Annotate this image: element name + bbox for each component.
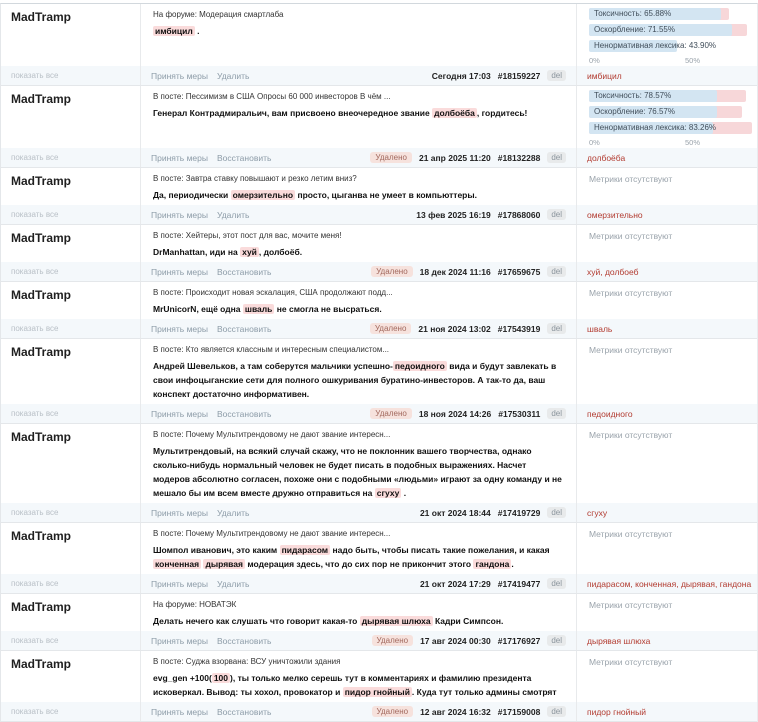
meta-group — [370, 323, 566, 334]
show-all-link[interactable]: показать все — [11, 636, 59, 646]
content-cell — [140, 282, 576, 338]
message-id: #17659675 — [497, 266, 541, 277]
content-cell — [140, 651, 576, 721]
comment-text — [141, 297, 576, 319]
user-cell — [1, 594, 140, 650]
post-context-link[interactable]: В посте: Кто является классным и интересным специалистом... — [153, 345, 390, 355]
comment-text — [141, 439, 576, 503]
table-row — [1, 424, 757, 523]
meta-group — [370, 408, 566, 419]
row-footer-strip — [141, 319, 576, 338]
metric-bar — [589, 90, 752, 102]
row-footer-strip — [141, 503, 576, 522]
take-measures-link[interactable]: Принять меры — [151, 635, 208, 646]
show-all-link[interactable]: показать все — [11, 71, 59, 80]
content-cell — [140, 339, 576, 423]
highlighted-word: дырявая — [205, 559, 243, 570]
row-footer-strip — [1, 148, 140, 167]
delete-restore-link[interactable]: Удалить — [216, 209, 250, 220]
metrics-absent-label: Метрики отсутствуют — [589, 231, 673, 242]
del-button[interactable]: del — [547, 578, 566, 589]
flagged-words: сгуху — [587, 507, 608, 518]
post-context-link[interactable]: В посте: Почему Мультитрендовому не дают звание интересн... — [153, 529, 391, 539]
username-link[interactable]: MadTramp — [11, 231, 72, 246]
row-footer-strip — [141, 574, 576, 593]
metric-label: Токсичность: 78.57% — [594, 91, 672, 100]
user-cell — [1, 168, 140, 224]
comment-fragment: . — [194, 26, 200, 36]
comment-text — [141, 354, 576, 404]
post-context-link[interactable]: В посте: Хейтеры, этот пост для вас, мочите меня! — [153, 231, 342, 241]
metrics-panel — [577, 86, 757, 148]
flagged-words: дырявая шлюха — [587, 635, 651, 646]
post-context-link[interactable]: В посте: Завтра ставку повышают и резко летим вниз? — [153, 174, 357, 183]
metrics-absent-label: Метрики отсутствуют — [589, 288, 673, 299]
metric-label: Ненормативная лексика: 83.26% — [594, 123, 716, 132]
meta-group — [432, 70, 566, 81]
delete-restore-link[interactable]: Восстановить — [216, 408, 272, 419]
row-footer-strip — [141, 205, 576, 224]
content-cell — [140, 594, 576, 650]
post-context-link[interactable]: В посте: Пессимизм в США Опросы 60 000 инвесторов В чём ... — [153, 92, 391, 101]
table-row — [1, 4, 757, 86]
flags-cell — [576, 651, 757, 721]
delete-restore-link[interactable]: Восстановить — [216, 635, 272, 646]
show-all-link[interactable]: показать все — [11, 409, 59, 419]
user-cell — [1, 86, 140, 167]
comment-fragment: , гордитесь! — [476, 108, 528, 118]
comment-text — [141, 538, 576, 574]
row-footer-strip — [577, 148, 757, 167]
content-cell — [140, 86, 576, 167]
row-footer-strip — [141, 702, 576, 721]
highlighted-word: омерзительно — [232, 190, 294, 200]
show-all-link[interactable]: показать все — [11, 153, 59, 162]
delete-restore-link[interactable]: Удалить — [216, 70, 250, 81]
take-measures-link[interactable]: Принять меры — [151, 507, 208, 518]
username-link[interactable]: MadTramp — [11, 92, 72, 106]
meta-group — [416, 209, 566, 220]
show-all-link[interactable]: показать все — [11, 579, 59, 589]
highlighted-word: шваль — [244, 304, 273, 315]
deleted-badge: Удалено — [370, 408, 412, 419]
del-button[interactable]: del — [547, 70, 566, 81]
row-footer-strip — [1, 262, 140, 281]
deleted-badge: Удалено — [370, 323, 412, 334]
flags-cell — [576, 282, 757, 338]
username-link[interactable]: MadTramp — [11, 430, 72, 445]
comment-text — [141, 19, 576, 41]
comment-fragment: evg_gen +100( — [153, 673, 212, 684]
delete-restore-link[interactable]: Удалить — [216, 578, 250, 589]
metrics-axis: 0% 50% — [589, 56, 701, 65]
post-context-link[interactable]: На форуме: Модерация смартлаба — [153, 10, 284, 19]
user-cell — [1, 282, 140, 338]
row-footer-strip — [1, 702, 140, 721]
username-link[interactable]: MadTramp — [11, 657, 72, 672]
flagged-words: хуй, долбоеб — [587, 266, 639, 277]
metric-bar — [589, 8, 752, 20]
flags-cell — [576, 168, 757, 224]
take-measures-link[interactable]: Принять меры — [151, 209, 208, 220]
table-row — [1, 168, 757, 225]
comment-fragment: . Куда тут только админы смотрят — [411, 687, 557, 698]
comment-fragment: Шомпол иванович, это каким — [153, 545, 280, 556]
message-id: #17530311 — [498, 408, 541, 419]
table-row — [1, 339, 757, 424]
flags-cell — [576, 86, 757, 167]
flagged-words: педоидного — [587, 408, 633, 419]
table-row — [1, 225, 757, 282]
del-button[interactable]: del — [547, 323, 566, 334]
user-cell — [1, 523, 140, 593]
timestamp: Сегодня 17:03 — [431, 70, 491, 81]
meta-group — [372, 706, 566, 717]
comment-fragment: Генерал Контрадмиральич, вам присвоено внеочередное звание — [153, 108, 433, 118]
metrics-axis: 0% 50% — [589, 138, 701, 147]
metric-label: Оскорбление: 71.55% — [594, 25, 675, 34]
row-footer-strip — [577, 574, 757, 593]
metric-bar — [589, 122, 752, 134]
username-link[interactable]: MadTramp — [11, 174, 72, 188]
timestamp: 21 ноя 2024 13:02 — [418, 323, 491, 334]
highlighted-word: педоидного — [394, 361, 445, 372]
row-footer-strip — [141, 148, 576, 167]
comment-fragment: ), ты только мелко серешь тут в комментариях и фамилию президента исковеркал. Вывод: ты хохол, провокатор и — [153, 673, 532, 698]
comment-fragment: модерация здесь, что до сих пор не прикончит этого — [244, 559, 474, 570]
deleted-badge: Удалено — [371, 266, 413, 277]
meta-group — [372, 635, 566, 646]
highlighted-word: пидор гнойный — [344, 687, 410, 698]
comment-fragment: MrUnicorN, ещё одна — [153, 304, 243, 315]
show-all-link[interactable]: показать все — [11, 508, 59, 518]
metrics-absent-label: Метрики отсутствуют — [589, 600, 673, 611]
metric-bar — [589, 24, 752, 36]
row-footer-strip — [577, 404, 757, 423]
highlighted-word: пидарасом — [281, 545, 329, 556]
metrics-absent-label: Метрики отсутствуют — [589, 430, 673, 441]
show-all-link[interactable]: показать все — [11, 267, 59, 277]
timestamp: 13 фев 2025 16:19 — [416, 209, 491, 220]
row-footer-strip — [577, 66, 757, 85]
table-row — [1, 282, 757, 339]
show-all-link[interactable]: показать все — [11, 707, 59, 717]
comment-fragment: вида и будут завлекать в свои инфоцыганские сети для полного ошкуривания буратино-инвесторов. А так-то да, ваш конспект достаточно информативен. — [153, 361, 557, 400]
highlighted-word: долбоёба — [434, 108, 475, 118]
timestamp: 18 ноя 2024 14:26 — [418, 408, 492, 419]
flags-cell — [576, 523, 757, 593]
user-cell — [1, 651, 140, 721]
username-link[interactable]: MadTramp — [11, 529, 72, 544]
row-footer-strip — [1, 205, 140, 224]
content-cell — [140, 4, 576, 85]
comment-fragment: Андрей Шевельков, а там соберутся мальчики успешно- — [153, 361, 393, 372]
post-context-link[interactable]: В посте: Суджа взорвана: ВСУ уничтожили здания — [153, 657, 341, 667]
content-cell — [140, 424, 576, 522]
flagged-words: шваль — [587, 323, 613, 334]
deleted-badge: Удалено — [372, 635, 414, 646]
show-all-link[interactable]: показать все — [11, 324, 59, 334]
row-footer-strip — [1, 631, 140, 650]
message-id: #18132288 — [497, 152, 541, 163]
message-id: #17419729 — [497, 507, 541, 518]
row-footer-strip — [1, 66, 140, 85]
row-footer-strip — [1, 404, 140, 423]
message-id: #17868060 — [497, 209, 541, 220]
meta-group — [370, 152, 566, 163]
highlighted-word: имбицил — [155, 26, 193, 36]
take-measures-link[interactable]: Принять меры — [151, 706, 208, 717]
take-measures-link[interactable]: Принять меры — [151, 266, 208, 277]
comment-text — [141, 183, 576, 205]
flags-cell — [576, 594, 757, 650]
metrics-absent-label: Метрики отсутствуют — [589, 345, 673, 356]
timestamp: 17 авг 2024 00:30 — [420, 635, 491, 646]
content-cell — [140, 523, 576, 593]
row-footer-strip — [141, 631, 576, 650]
del-button[interactable]: del — [547, 507, 566, 518]
username-link[interactable]: MadTramp — [11, 345, 72, 360]
moderation-table — [0, 3, 758, 722]
flagged-words: пидор гнойный — [587, 706, 646, 717]
username-link[interactable]: MadTramp — [11, 288, 72, 303]
comment-text — [141, 101, 576, 123]
flagged-words: пидарасом, конченная, дырявая, гандона — [587, 578, 752, 589]
row-footer-strip — [577, 631, 757, 650]
flagged-words: долбоёба — [587, 152, 626, 163]
take-measures-link[interactable]: Принять меры — [151, 152, 208, 163]
metric-label: Ненормативная лексика: 43.90% — [594, 41, 716, 50]
flagged-words: омерзительно — [587, 209, 643, 220]
content-cell — [140, 225, 576, 281]
show-all-link[interactable]: показать все — [11, 210, 59, 220]
metrics-absent-label: Метрики отсутствуют — [589, 657, 673, 668]
row-footer-strip — [577, 503, 757, 522]
table-row — [1, 594, 757, 651]
comment-fragment: . — [511, 559, 514, 570]
message-id: #18159227 — [497, 70, 541, 81]
comment-fragment: Кадри Симпсон. — [432, 616, 504, 627]
comment-fragment: надо быть, чтобы писать такие пожелания, и какая — [330, 545, 550, 556]
username-link[interactable]: MadTramp — [11, 10, 72, 24]
metrics-absent-label: Метрики отсутствуют — [589, 174, 673, 184]
deleted-badge: Удалено — [370, 152, 412, 163]
highlighted-word: конченная — [155, 559, 200, 570]
comment-fragment: DrManhattan, иди на — [153, 247, 241, 258]
comment-fragment: Делать нечего как слушать что говорит какая-то — [153, 616, 360, 627]
flagged-words: имбицил — [587, 70, 622, 81]
user-cell — [1, 225, 140, 281]
row-footer-strip — [141, 66, 576, 85]
delete-restore-link[interactable]: Восстановить — [216, 266, 272, 277]
user-cell — [1, 4, 140, 85]
highlighted-word: хуй — [242, 247, 257, 258]
metrics-panel — [577, 4, 757, 66]
del-button[interactable]: del — [547, 152, 566, 163]
row-footer-strip — [141, 404, 576, 423]
comment-fragment: Да, периодически — [153, 190, 231, 200]
flags-cell — [576, 339, 757, 423]
meta-group — [420, 578, 566, 589]
take-measures-link[interactable]: Принять меры — [151, 578, 208, 589]
highlighted-word: сгуху — [376, 488, 400, 499]
message-id: #17159008 — [497, 706, 541, 717]
deleted-badge: Удалено — [372, 706, 414, 717]
highlighted-word: 100 — [213, 673, 229, 684]
row-footer-strip — [1, 319, 140, 338]
timestamp: 21 апр 2025 11:20 — [418, 152, 491, 163]
comment-fragment: просто, цыганва не умеет в компьюттеры. — [295, 190, 477, 200]
comment-text — [141, 609, 576, 631]
message-id: #17419477 — [497, 578, 541, 589]
timestamp: 18 дек 2024 11:16 — [419, 266, 491, 277]
del-button[interactable]: del — [547, 706, 566, 717]
table-row — [1, 523, 757, 594]
meta-group — [420, 507, 566, 518]
post-context-link[interactable]: В посте: Происходит новая эскалация, США продолжают подд... — [153, 288, 393, 298]
post-context-link[interactable]: В посте: Почему Мультитрендовому не дают звание интересн... — [153, 430, 391, 440]
delete-restore-link[interactable]: Восстановить — [216, 323, 272, 334]
delete-restore-link[interactable]: Удалить — [216, 507, 250, 518]
post-context-link[interactable]: На форуме: НОВАТЭК — [153, 600, 237, 610]
del-button[interactable]: del — [547, 635, 566, 646]
username-link[interactable]: MadTramp — [11, 600, 72, 615]
highlighted-word: гандона — [475, 559, 510, 570]
comment-fragment: , долбоёб. — [258, 247, 303, 258]
timestamp: 12 авг 2024 16:32 — [420, 706, 491, 717]
comment-fragment: . — [401, 488, 407, 499]
meta-group — [371, 266, 566, 277]
timestamp: 21 окт 2024 17:29 — [419, 578, 491, 589]
table-row — [1, 86, 757, 168]
row-footer-strip — [1, 574, 140, 593]
row-footer-strip — [1, 503, 140, 522]
comment-fragment: не смогла не высраться. — [274, 304, 382, 315]
row-footer-strip — [577, 702, 757, 721]
highlighted-word: дырявая шлюха — [361, 616, 431, 627]
row-footer-strip — [141, 262, 576, 281]
row-footer-strip — [577, 262, 757, 281]
message-id: #17543919 — [497, 323, 541, 334]
del-button[interactable]: del — [547, 209, 566, 220]
comment-text — [141, 666, 576, 702]
take-measures-link[interactable]: Принять меры — [151, 408, 208, 419]
metric-bar — [589, 40, 752, 52]
flags-cell — [576, 225, 757, 281]
delete-restore-link[interactable]: Восстановить — [216, 706, 272, 717]
content-cell — [140, 168, 576, 224]
row-footer-strip — [577, 205, 757, 224]
table-row — [1, 651, 757, 722]
del-button[interactable]: del — [547, 408, 566, 419]
timestamp: 21 окт 2024 18:44 — [419, 507, 491, 518]
user-cell — [1, 339, 140, 423]
comment-text — [141, 240, 576, 262]
metrics-absent-label: Метрики отсутствуют — [589, 529, 673, 540]
del-button[interactable]: del — [547, 266, 566, 277]
message-id: #17176927 — [497, 635, 541, 646]
take-measures-link[interactable]: Принять меры — [151, 323, 208, 334]
row-footer-strip — [577, 319, 757, 338]
user-cell — [1, 424, 140, 522]
flags-cell — [576, 4, 757, 85]
take-measures-link[interactable]: Принять меры — [151, 70, 208, 81]
delete-restore-link[interactable]: Восстановить — [216, 152, 272, 163]
comment-fragment: Мультитрендовый, на всякий случай скажу, что не поклонник вашего творчества, однако сколько-нибудь нормальный человек не будет писать в подобных выражениях. Насчет модеров абсолютно согласен, похоже они с подобными «людьми» играют за одну команду и не мешало бы им всем вместе дружно отправиться на — [153, 446, 562, 499]
metric-bar — [589, 106, 752, 118]
metric-label: Токсичность: 65.88% — [594, 9, 672, 18]
flags-cell — [576, 424, 757, 522]
metric-label: Оскорбление: 76.57% — [594, 107, 675, 116]
